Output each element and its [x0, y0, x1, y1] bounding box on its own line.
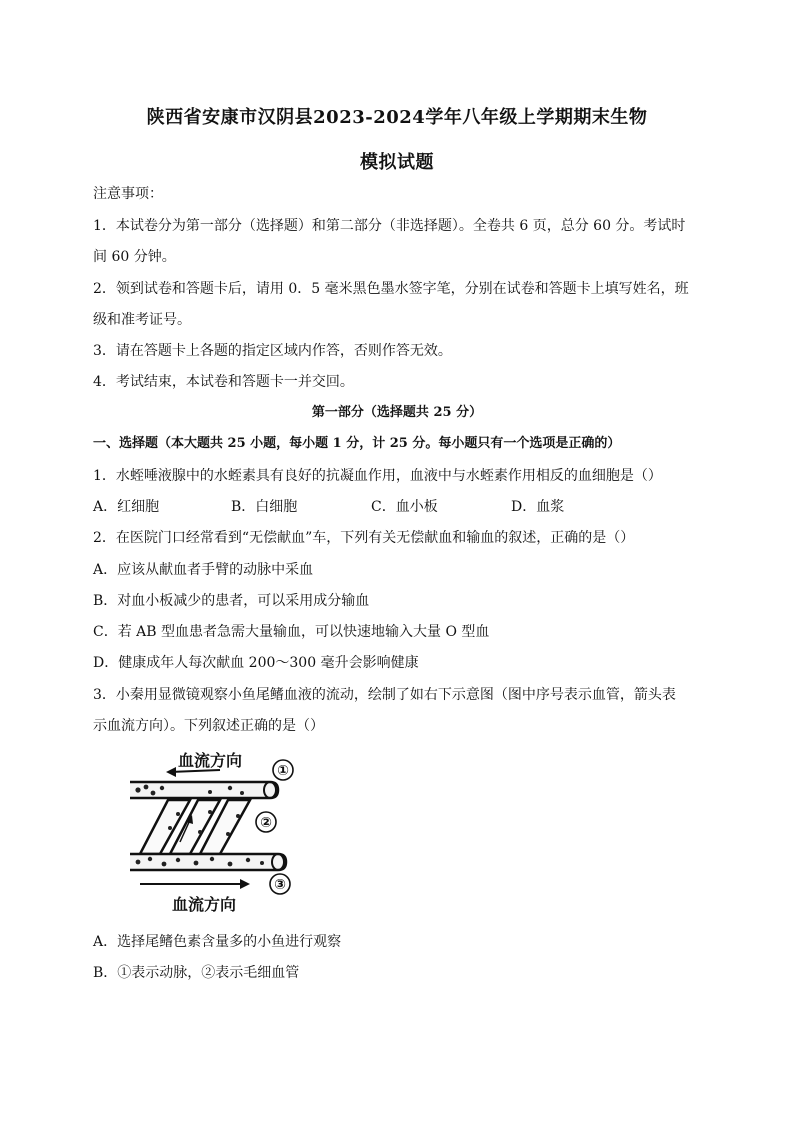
marker-3: ③ — [274, 877, 286, 893]
q2-option-a: A．应该从献血者手臂的动脉中采血 — [93, 562, 314, 578]
bottom-vessel — [130, 854, 286, 870]
question-1-stem: 1．水蛭唾液腺中的水蛭素具有良好的抗凝血作用，血液中与水蛭素作用相反的血细胞是（） — [93, 468, 662, 484]
bottom-flow-label: 血流方向 — [172, 895, 237, 914]
blood-vessel-diagram — [120, 742, 300, 917]
top-flow-label: 血流方向 — [178, 751, 243, 770]
note-1-line-b: 间 60 分钟。 — [93, 249, 176, 265]
note-1-line-a: 1．本试卷分为第一部分（选择题）和第二部分（非选择题）。全卷共 6 页，总分 60 分。考试时 — [93, 218, 686, 234]
q1-option-b: B．白细胞 — [231, 499, 298, 515]
capillaries — [140, 800, 250, 854]
bottom-flow-arrow — [140, 879, 250, 889]
note-3: 3．请在答题卡上各题的指定区域内作答，否则作答无效。 — [93, 343, 452, 359]
question-3-stem-b: 示血流方向）。下列叙述正确的是（） — [93, 718, 324, 734]
q2-option-d: D．健康成年人每次献血 200～300 毫升会影响健康 — [93, 655, 419, 671]
question-1-options — [93, 497, 703, 517]
exam-subtitle: 模拟试题 — [360, 152, 434, 173]
top-vessel — [130, 782, 278, 798]
q1-option-d: D．血浆 — [511, 499, 565, 515]
notes-heading: 注意事项： — [93, 186, 163, 202]
section-heading: 一、选择题（本大题共 25 小题，每小题 1 分，计 25 分。每小题只有一个选项是正确的） — [93, 436, 621, 451]
marker-1: ① — [277, 763, 289, 779]
exam-title: 陕西省安康市汉阴县2023-2024学年八年级上学期期末生物 — [146, 107, 648, 128]
q2-option-b: B．对血小板减少的患者，可以采用成分输血 — [93, 593, 370, 609]
blood-flow-figure — [120, 742, 300, 917]
note-2-line-b: 级和准考证号。 — [93, 312, 191, 328]
question-3-stem-a: 3．小秦用显微镜观察小鱼尾鳍血液的流动，绘制了如右下示意图（图中序号表示血管，箭头表 — [93, 687, 676, 703]
q3-option-a: A．选择尾鳍色素含量多的小鱼进行观察 — [93, 934, 342, 950]
marker-2: ② — [260, 815, 272, 831]
q3-option-b: B．①表示动脉，②表示毛细血管 — [93, 965, 300, 981]
question-2-stem: 2．在医院门口经常看到“无偿献血”车，下列有关无偿献血和输血的叙述，正确的是（） — [93, 530, 635, 546]
note-4: 4．考试结束，本试卷和答题卡一并交回。 — [93, 374, 354, 390]
q1-option-a: A．红细胞 — [93, 499, 160, 515]
part1-heading: 第一部分（选择题共 25 分） — [311, 405, 483, 420]
q1-option-c: C．血小板 — [371, 499, 438, 515]
note-2-line-a: 2．领到试卷和答题卡后，请用 0．5 毫米黑色墨水签字笔，分别在试卷和答题卡上填写姓名，班 — [93, 281, 689, 297]
q2-option-c: C．若 AB 型血患者急需大量输血，可以快速地输入大量 O 型血 — [93, 624, 490, 640]
